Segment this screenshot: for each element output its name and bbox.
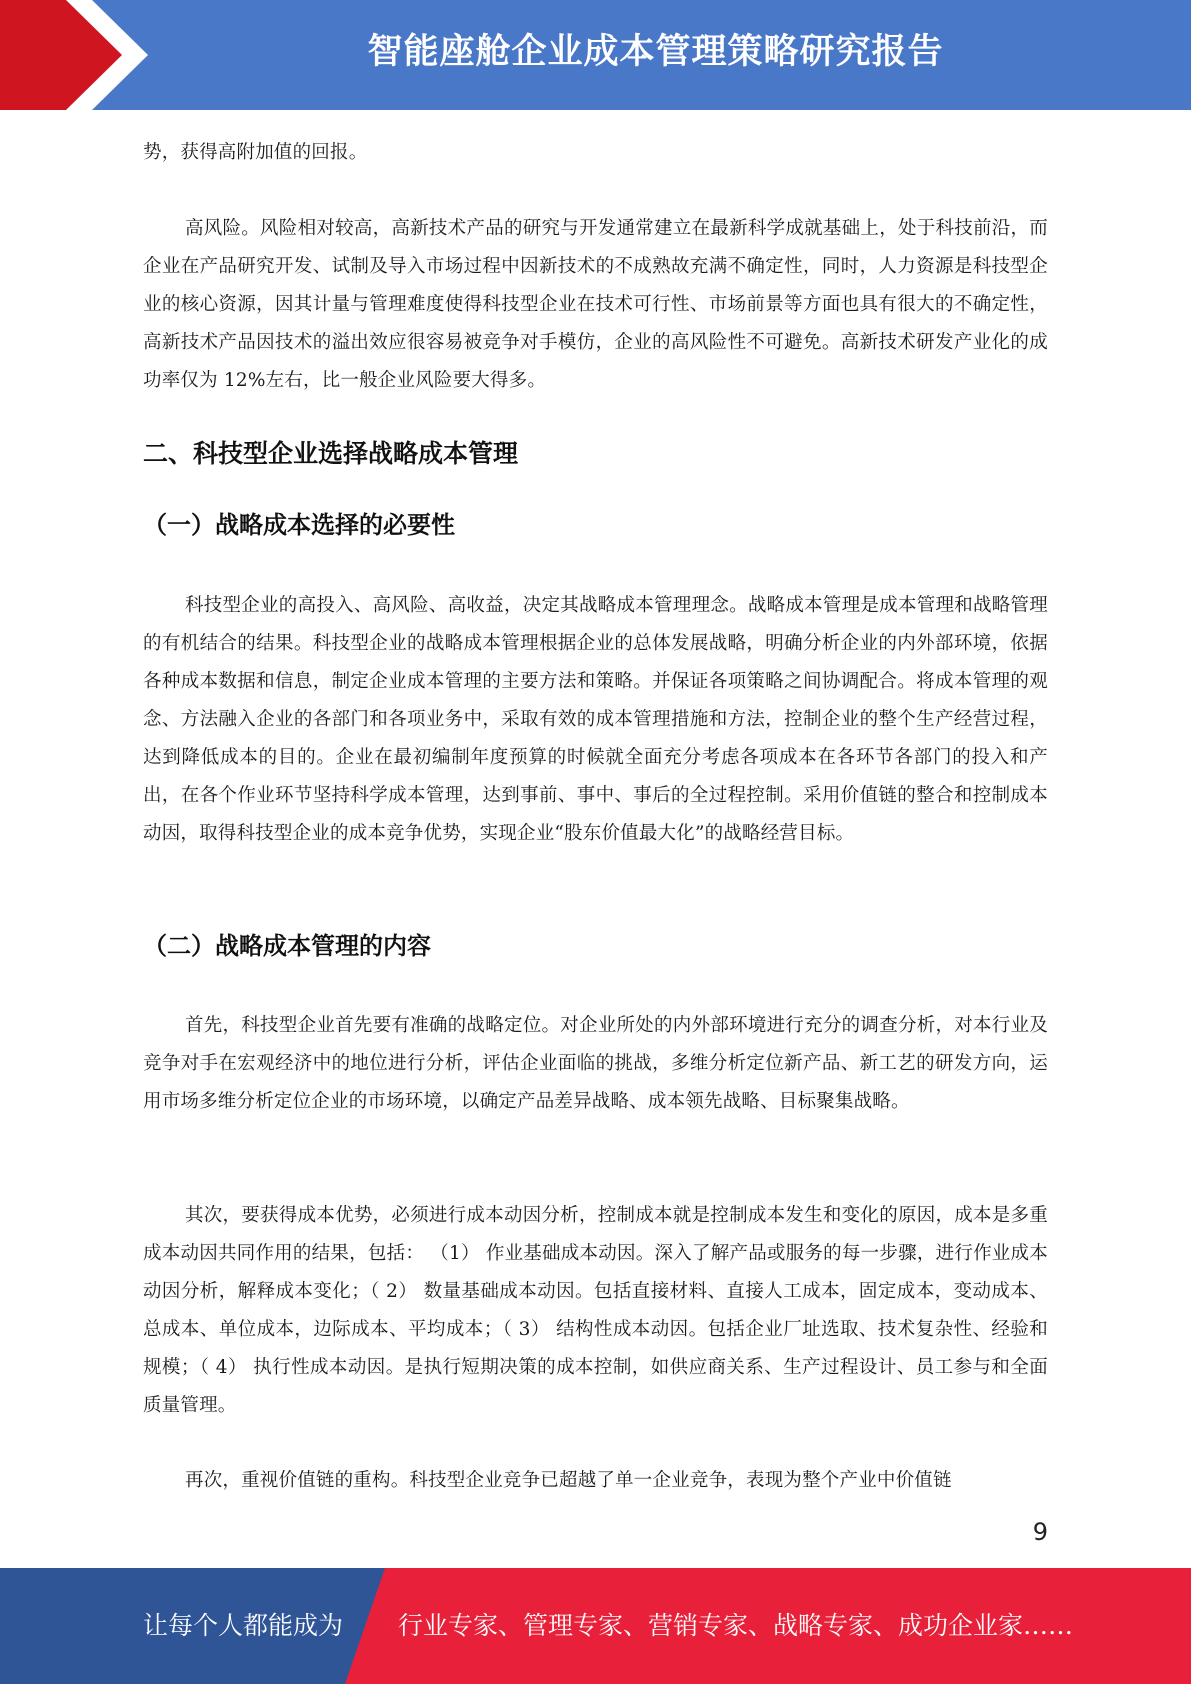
subsection-heading-content: （二）战略成本管理的内容 [143,932,431,960]
section-heading: 二、科技型企业选择战略成本管理 [143,439,519,468]
document-title: 智能座舱企业成本管理策略研究报告 [367,32,944,72]
footer-slogan-left: 让每个人都能成为 [143,1611,344,1640]
paragraph-first: 首先，科技型企业首先要有准确的战略定位。对企业所处的内外部环境进行充分的调查分析，对本行业及竞争对手在宏观经济中的地位进行分析，评估企业面临的挑战，多维分析定位新产品、新工艺的研发方向，运用市场多维分析定位企业的市场环境，以确定产品差异战略、成本领先战略、目标聚集战略。 [143,1015,1048,1112]
header-arrow-decoration [0,0,160,110]
page-footer [0,1568,1191,1684]
page-number: 9 [1032,1518,1048,1546]
subsection-heading-necessity: （一）战略成本选择的必要性 [143,511,455,539]
paragraph-high-risk: 高风险。风险相对较高，高新技术产品的研究与开发通常建立在最新科学成就基础上，处于科技前沿，而企业在产品研究开发、试制及导入市场过程中因新技术的不成熟故充满不确定性，同时，人力资源是科技型企业的核心资源，因其计量与管理难度使得科技型企业在技术可行性、市场前景等方面也具有很大的不确定性，高新技术产品因技术的溢出效应很容易被竞争对手模仿，企业的高风险性不可避免。高新技术研发产业化的成功率仅为 12%左右，比一般企业风险要大得多。 [143,218,1048,391]
footer-slogan-right: 行业专家、管理专家、营销专家、战略专家、成功企业家…… [398,1611,1074,1640]
paragraph-third: 再次，重视价值链的重构。科技型企业竞争已超越了单一企业竞争，表现为整个产业中价值链 [185,1470,952,1491]
paragraph-second: 其次，要获得成本优势，必须进行成本动因分析，控制成本就是控制成本发生和变化的原因，成本是多重成本动因共同作用的结果，包括： （1） 作业基础成本动因。深入了解产品或服务的每一步骤，进行作业成本动因分析，解释成本变化；（ 2） 数量基础成本动因。包括直接材料、直接人工成本，固定成本，变动成本、总成本、单位成本，边际成本、平均成本；（ 3） 结构性成本动因。包括企业厂址选取、技术复杂性、经验和规模；（ 4） 执行性成本动因。是执行短期决策的成本控制，如供应商关系、生产过程设计、员工参与和全面质量管理。 [143,1205,1048,1416]
paragraph-necessity: 科技型企业的高投入、高风险、高收益，决定其战略成本管理理念。战略成本管理是成本管理和战略管理的有机结合的结果。科技型企业的战略成本管理根据企业的总体发展战略，明确分析企业的内外部环境，依据各种成本数据和信息，制定企业成本管理的主要方法和策略。并保证各项策略之间协调配合。将成本管理的观念、方法融入企业的各部门和各项业务中，采取有效的成本管理措施和方法，控制企业的整个生产经营过程，达到降低成本的目的。企业在最初编制年度预算的时候就全面充分考虑各项成本在各环节各部门的投入和产出，在各个作业环节坚持科学成本管理，达到事前、事中、事后的全过程控制。采用价值链的整合和控制成本动因，取得科技型企业的成本竞争优势，实现企业“股东价值最大化”的战略经营目标。 [143,595,1048,844]
page-header [0,0,1191,110]
paragraph-continuation: 势，获得高附加值的回报。 [143,142,368,163]
